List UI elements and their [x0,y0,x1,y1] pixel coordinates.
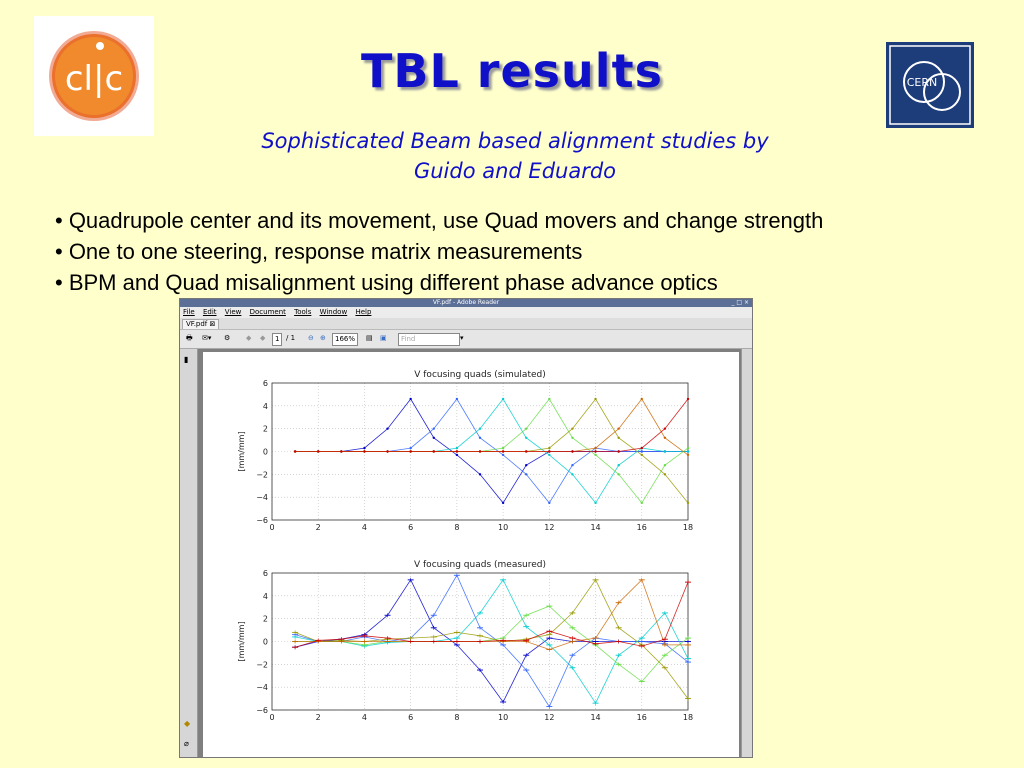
data-point [687,450,689,452]
next-page-icon[interactable]: ◆ [260,334,266,342]
data-point [617,427,619,429]
series-line [295,399,688,452]
data-point [571,464,573,466]
layers-icon[interactable]: ◆ [184,719,191,728]
fit-page-icon[interactable]: ▤ [366,334,373,342]
reader-window [179,298,753,758]
data-point [641,450,643,452]
y-tick-label: 4 [262,591,268,601]
data-point [363,450,365,452]
data-point [664,473,666,475]
svg-text:cl|c: cl|c [64,59,124,99]
series-line [295,399,688,503]
menu-file[interactable]: File [183,308,195,316]
data-point [409,398,411,400]
menu-tools[interactable]: Tools [294,308,312,316]
data-point [664,450,666,452]
bullet-item: • One to one steering, response matrix measurements [55,239,583,264]
data-point [571,427,573,429]
reader-toolbar [180,330,752,349]
data-point [594,398,596,400]
close-tab-icon[interactable]: ⊠ [209,320,216,328]
data-point [571,450,573,452]
data-point [548,398,550,400]
chart-1 [237,370,693,532]
reader-window-title: VF.pdf - Adobe Reader [432,299,500,306]
data-point [594,450,596,452]
data-point [502,398,504,400]
bullet-item: • Quadrupole center and its movement, use Quad movers and change strength [55,208,824,233]
data-point [571,473,573,475]
x-tick-label: 8 [454,523,460,532]
y-tick-label: −4 [256,683,268,693]
data-point [641,502,643,504]
y-tick-label: 6 [262,569,268,578]
data-point [294,450,296,452]
data-point [525,437,527,439]
data-point [617,450,619,452]
x-tick-label: 8 [454,713,460,722]
data-point [456,454,458,456]
x-tick-label: 18 [682,713,694,722]
data-point [594,447,596,449]
data-point [456,447,458,449]
data-point [433,437,435,439]
tab-label: VF.pdf [186,320,208,328]
chart-2 [237,560,693,722]
data-point [479,473,481,475]
svg-text:CERN: CERN [906,76,938,89]
x-tick-label: 6 [408,523,414,532]
email-icon[interactable]: ✉▾ [202,334,212,342]
data-point [594,502,596,504]
x-tick-label: 14 [590,713,601,722]
find-input[interactable]: Find [398,333,460,346]
slide-subtitle [200,126,830,186]
data-point [363,447,365,449]
data-point [525,450,527,452]
x-tick-label: 4 [361,523,367,532]
print-icon[interactable]: 🖶 [186,334,193,342]
data-point [594,454,596,456]
data-point [502,450,504,452]
x-tick-label: 16 [636,713,647,722]
data-point [641,447,643,449]
data-point [664,427,666,429]
vertical-scrollbar[interactable] [741,349,752,757]
data-point [664,437,666,439]
y-tick-label: 2 [262,424,268,434]
collaborate-icon[interactable]: ⚙ [224,334,231,342]
reader-document-area [180,349,752,757]
pdf-page [203,352,739,757]
zoom-in-icon[interactable]: ⊕ [320,334,326,342]
page-number-input[interactable]: 1 [272,333,282,346]
data-point [571,437,573,439]
data-point [317,450,319,452]
data-point [502,447,504,449]
data-point [687,398,689,400]
x-tick-label: 2 [315,523,321,532]
data-point [386,450,388,452]
data-point [687,454,689,456]
x-tick-label: 12 [544,523,555,532]
bullet-list [55,205,823,298]
attachments-icon[interactable]: ⌀ [184,739,189,748]
zoom-out-icon[interactable]: ⊖ [308,334,314,342]
data-point [525,464,527,466]
data-point [687,447,689,449]
data-point [479,450,481,452]
data-point [664,464,666,466]
charts-figure [203,352,739,757]
x-tick-label: 18 [682,523,694,532]
reader-menu-bar [180,307,752,318]
data-point [433,450,435,452]
y-axis-label: [mm/mm] [237,431,246,472]
data-point [548,450,550,452]
x-tick-label: 6 [408,713,414,722]
y-tick-label: 4 [262,401,268,411]
x-tick-label: 16 [636,523,647,532]
menu-window[interactable]: Window [319,308,348,316]
pages-icon[interactable]: ▮ [184,355,189,364]
data-point [409,447,411,449]
data-point [687,502,689,504]
subtitle-line-2: Guido and Eduardo [413,159,617,183]
x-tick-label: 14 [590,523,601,532]
data-point [617,437,619,439]
page-total: / 1 [286,334,296,342]
data-point [386,427,388,429]
chart-title: V focusing quads (simulated) [414,370,546,380]
menu-view[interactable]: View [224,308,242,316]
data-point [548,454,550,456]
data-point [548,502,550,504]
x-tick-label: 4 [361,713,367,722]
data-point [409,450,411,452]
previous-page-icon[interactable]: ◆ [246,334,252,342]
menu-help[interactable]: Help [355,308,372,316]
x-tick-label: 0 [269,523,275,532]
data-point [456,450,458,452]
data-point [548,447,550,449]
y-tick-label: 2 [262,614,268,624]
fit-width-icon[interactable]: ▣ [380,334,387,342]
x-tick-label: 0 [269,713,275,722]
y-tick-label: −2 [256,660,268,670]
data-point [641,398,643,400]
reader-tab-bar [180,318,752,330]
data-point [617,464,619,466]
x-tick-label: 10 [498,523,509,532]
data-point [479,437,481,439]
data-point [502,502,504,504]
menu-document[interactable]: Document [249,308,286,316]
data-point [525,473,527,475]
x-tick-label: 2 [315,713,321,722]
data-point [433,427,435,429]
find-options-icon[interactable]: ▾ [460,334,464,342]
subtitle-line-1: Sophisticated Beam based alignment studies by [261,129,769,153]
data-point [525,427,527,429]
y-tick-label: 0 [262,447,268,457]
reader-navigation-pane [180,349,198,757]
data-point [479,427,481,429]
y-axis-label: [mm/mm] [237,621,246,662]
data-point [617,473,619,475]
data-point [502,454,504,456]
x-tick-label: 10 [498,713,509,722]
bullet-item: • BPM and Quad misalignment using different phase advance optics [55,270,718,295]
y-tick-label: −6 [256,516,268,525]
y-tick-label: 6 [262,379,268,388]
window-controls-icon[interactable]: _ □ × [731,299,749,306]
reader-title-bar [180,299,752,307]
tab-vf-pdf[interactable] [182,319,219,329]
chart-title: V focusing quads (measured) [414,560,546,570]
data-point [340,450,342,452]
x-tick-label: 12 [544,713,555,722]
slide-title: TBL results [361,44,663,98]
data-point [456,398,458,400]
menu-edit[interactable]: Edit [202,308,217,316]
y-tick-label: 0 [262,637,268,647]
zoom-level-select[interactable]: 166% [332,333,358,346]
y-tick-label: −4 [256,493,268,503]
y-tick-label: −2 [256,470,268,480]
data-point [641,454,643,456]
y-tick-label: −6 [256,706,268,715]
